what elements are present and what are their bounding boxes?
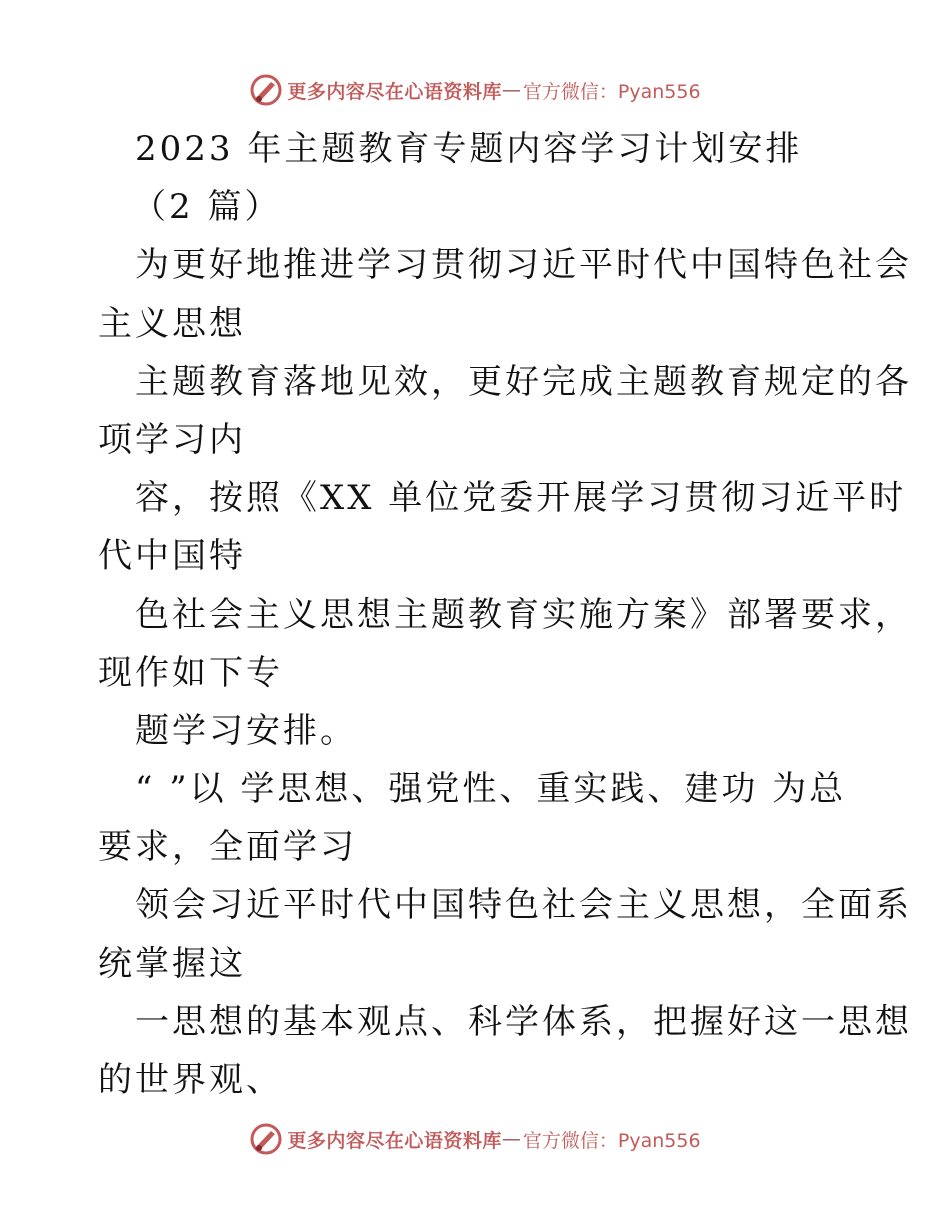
watermark-separator: —: [501, 79, 521, 101]
paragraph-line: 题学习安排。: [135, 710, 357, 751]
paragraph-line: 现作如下专: [98, 652, 283, 693]
brush-logo-icon: [249, 1122, 283, 1156]
paragraph-line: 一思想的基本观点、科学体系，把握好这一思想: [135, 1001, 912, 1042]
paragraph-line: 容，按照《XX 单位党委开展学习贯彻习近平时: [135, 478, 907, 519]
document-title: 2023 年主题教育专题内容学习计划安排: [135, 129, 803, 169]
paragraph-line: 的世界观、: [98, 1060, 283, 1100]
paragraph-line: 统掌握这: [98, 943, 246, 984]
watermark-brand: 更多内容尽在心语资料库: [287, 80, 502, 103]
watermark-handle: 官方微信：Pyan556: [522, 80, 701, 103]
paragraph-line: “ ”以 学思想、强党性、重实践、建功 为总: [135, 769, 847, 810]
watermark-footer: [0, 1117, 950, 1161]
paragraph-line: 项学习内: [98, 419, 246, 460]
paragraph-line: 主题教育落地见效，更好完成主题教育规定的各: [135, 361, 912, 402]
document-subtitle: （2 篇）: [132, 187, 282, 228]
paragraph-line: 色社会主义思想主题教育实施方案》部署要求，: [135, 594, 912, 635]
paragraph-line: 主义思想: [98, 303, 246, 344]
paragraph-line: 领会习近平时代中国特色社会主义思想，全面系: [135, 885, 912, 926]
watermark-brand: 更多内容尽在心语资料库: [287, 1129, 502, 1152]
paragraph-line: 为更好地推进学习贯彻习近平时代中国特色社会: [135, 245, 912, 286]
brush-logo-icon: [249, 73, 283, 107]
watermark-header: [0, 68, 950, 112]
watermark-separator: —: [501, 1128, 521, 1150]
watermark-handle: 官方微信：Pyan556: [522, 1129, 701, 1152]
document-body: [98, 120, 912, 1109]
paragraph-line: 代中国特: [98, 536, 246, 577]
paragraph-line: 要求，全面学习: [98, 827, 357, 868]
